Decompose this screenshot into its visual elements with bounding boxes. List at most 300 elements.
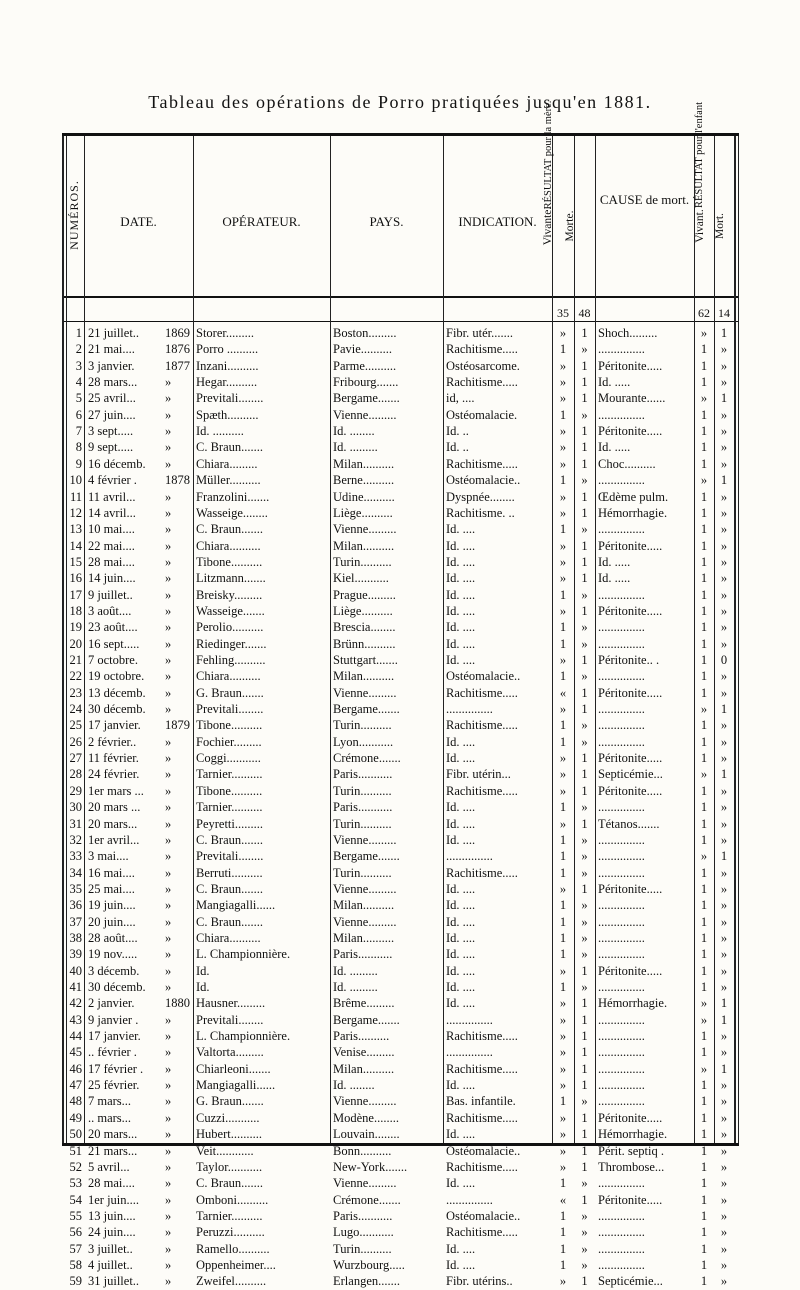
table-row [62,587,739,603]
cell-mere-vivante: 1 [559,1225,567,1240]
cell-mere-vivante: » [559,702,567,717]
cell-indication: Id. .... [446,554,476,569]
cell-operateur: Fochier......... [196,734,262,749]
cell-enfant-vivant: 1 [700,980,708,994]
cell-num: 39 [69,947,82,962]
cell-cause: Péritonite.. . [598,653,660,667]
cell-pays: Venise......... [333,1045,395,1060]
cell-date: 10 mai.... [88,522,135,537]
cell-date: 5 avril... [88,1159,130,1174]
cell-year: » [165,407,172,422]
cell-cause: Hémorrhagie. [598,996,668,1011]
cell-year: » [165,832,172,847]
cell-num: 35 [69,881,82,896]
cell-date: 19 juin.... [88,898,136,913]
cell-operateur: Tarnier.......... [196,767,263,782]
cell-enfant-mort: » [720,930,728,945]
cell-cause: Id. ..... [598,440,631,455]
cell-enfant-mort: » [720,800,728,815]
cell-cause: ............... [598,620,645,635]
cell-date: 25 avril... [88,391,136,406]
cell-indication: Id. .... [446,522,476,537]
cell-cause: ............... [598,669,645,684]
table-row [62,685,739,701]
cell-enfant-mort: 0 [720,653,728,667]
cell-operateur: Breisky......... [196,587,263,602]
cell-mere-morte: 1 [581,1143,588,1158]
table-row [62,456,739,472]
cell-num: 13 [69,522,82,537]
cell-pays: Turin.......... [333,816,392,831]
cell-indication: Id. .... [446,898,476,913]
cell-indication: Rachitisme..... [446,718,518,733]
cell-num: 23 [69,685,82,700]
cell-indication: Ostéomalacie.. [446,473,521,488]
cell-pays: Vienne......... [333,832,397,847]
cell-mere-morte: 1 [581,1078,588,1093]
cell-num: 12 [69,505,82,520]
cell-enfant-mort: » [720,734,728,749]
cell-indication: Ostéomalacie.. [446,669,521,684]
cell-mere-morte: » [581,865,588,880]
total-morte: 48 [578,306,591,320]
table-row [62,439,739,455]
cell-pays: Bergame....... [333,702,400,717]
cell-indication: Id. .... [446,881,476,896]
cell-year: 1876 [165,342,190,357]
cell-enfant-mort: » [720,980,728,994]
cell-year: » [165,538,172,553]
cell-indication: Rachitisme..... [446,685,518,700]
cell-mere-vivante: » [559,881,567,896]
header-operateur: OPÉRATEUR. [222,214,301,229]
cell-enfant-vivant: » [700,391,708,406]
cell-enfant-vivant: 1 [700,505,708,520]
table-row [62,1143,739,1159]
cell-pays: Vienne......... [333,1176,397,1191]
table-row [62,1241,739,1257]
cell-date: 24 juin.... [88,1225,136,1240]
cell-mere-morte: 1 [581,881,588,896]
cell-indication: Ostéomalacie. [446,407,518,422]
cell-operateur: Peruzzi.......... [196,1225,265,1240]
cell-mere-morte: 1 [581,538,588,553]
table-row [62,897,739,913]
cell-indication: Fibr. utér....... [446,326,514,340]
cell-pays: Paris........... [333,767,393,782]
cell-date: 27 juin.... [88,407,136,422]
cell-operateur: Mangiagalli...... [196,1078,276,1093]
cell-mere-vivante: 1 [559,734,567,749]
cell-year: » [165,1192,172,1207]
cell-date: 17 février . [88,1061,144,1076]
cell-mere-morte: 1 [581,440,588,455]
cell-enfant-mort: » [720,1274,728,1289]
cell-mere-vivante: » [559,1029,567,1044]
cell-enfant-vivant: » [700,1061,708,1076]
cell-enfant-vivant: 1 [700,636,708,651]
cell-cause: Shoch......... [598,326,658,340]
cell-operateur: Spæth.......... [196,407,259,422]
cell-pays: Vienne......... [333,685,397,700]
cell-year: » [165,505,172,520]
cell-year: » [165,914,172,929]
header-resultat-mere: RÉSULTAT pour la mère. [543,100,554,210]
total-vivante: 35 [557,306,569,320]
cell-enfant-mort: » [720,424,728,439]
cell-num: 50 [69,1127,82,1142]
cell-pays: Lugo........... [333,1225,394,1240]
cell-operateur: Wasseige........ [196,505,268,520]
cell-date: 1er juin.... [88,1192,140,1207]
cell-year: » [165,881,172,896]
cell-date: 23 août.... [88,620,138,635]
cell-year: » [165,1029,172,1044]
cell-enfant-vivant: » [700,473,708,488]
cell-operateur: C. Braun....... [196,914,264,929]
cell-num: 11 [69,489,82,504]
cell-date: 13 juin.... [88,1208,136,1223]
table-row [62,963,739,979]
table-row [62,750,739,766]
cell-indication: Id. .... [446,1257,476,1272]
cell-cause: ............... [598,636,645,651]
cell-operateur: Berruti.......... [196,865,263,880]
cell-mere-morte: 1 [581,1061,588,1076]
cell-enfant-vivant: » [700,767,708,782]
cell-cause: Péritonite..... [598,603,663,618]
cell-enfant-mort: » [720,816,728,831]
cell-enfant-vivant: 1 [700,587,708,602]
cell-mere-morte: » [581,587,588,602]
table-row [62,946,739,962]
cell-pays: Id. ........ [333,1078,375,1093]
cell-operateur: G. Braun....... [196,685,264,700]
table-row [62,995,739,1011]
cell-cause: ............... [598,522,645,537]
cell-cause: ............... [598,342,645,357]
cell-indication: Bas. infantile. [446,1094,516,1109]
cell-pays: Louvain........ [333,1127,400,1142]
cell-pays: Crémone....... [333,751,401,766]
cell-year: » [165,1143,172,1158]
cell-mere-morte: 1 [581,1045,588,1060]
cell-indication: Rachitisme..... [446,1061,518,1076]
cell-mere-morte: 1 [581,603,588,618]
cell-mere-vivante: » [559,653,567,667]
cell-mere-vivante: 1 [559,407,567,422]
cell-cause: ............... [598,1094,645,1109]
cell-mere-morte: » [581,930,588,945]
cell-enfant-vivant: » [700,849,708,864]
cell-date: 16 décemb. [88,456,146,471]
table-row [62,1192,739,1208]
cell-year: » [165,1078,172,1093]
cell-cause: Péritonite..... [598,358,663,373]
cell-indication: Id. .... [446,980,476,994]
cell-mere-vivante: 1 [559,832,567,847]
cell-cause: ............... [598,1241,645,1256]
table-row [62,374,739,390]
cell-num: 55 [69,1208,82,1223]
cell-date: 1er mars ... [88,783,144,798]
cell-enfant-vivant: 1 [700,947,708,962]
cell-indication: Id. .... [446,1127,476,1142]
cell-operateur: Fehling.......... [196,653,266,667]
cell-mere-vivante: 1 [559,865,567,880]
cell-enfant-vivant: 1 [700,1045,708,1060]
cell-operateur: Peyretti......... [196,816,264,831]
table-row [62,865,739,881]
table-row [62,325,739,341]
cell-operateur: G. Braun....... [196,1094,264,1109]
cell-mere-morte: 1 [581,1192,588,1207]
cell-cause: Choc.......... [598,456,656,471]
cell-mere-morte: 1 [581,358,588,373]
cell-enfant-vivant: 1 [700,898,708,913]
cell-mere-vivante: » [559,1012,567,1027]
cell-num: 36 [69,898,82,913]
cell-pays: Vienne......... [333,881,397,896]
cell-enfant-vivant: 1 [700,930,708,945]
cell-enfant-mort: » [720,505,728,520]
table-row [62,538,739,554]
cell-enfant-mort: » [720,1176,728,1191]
cell-date: 20 mars... [88,1127,138,1142]
cell-mere-morte: » [581,800,588,815]
table-row [62,407,739,423]
cell-cause: ............... [598,849,645,864]
cell-pays: Fribourg....... [333,375,399,390]
cell-enfant-mort: » [720,832,728,847]
cell-pays: Bergame....... [333,391,400,406]
header-resultat-enfant-mort: Mort. [714,213,726,239]
cell-mere-vivante: « [559,685,567,700]
header-resultat-enfant-vivant: Vivant. [694,209,706,243]
table-row [62,717,739,733]
cell-cause: Péritonite..... [598,783,663,798]
cell-date: 16 mai.... [88,865,135,880]
cell-cause: Mourante...... [598,391,666,406]
cell-enfant-mort: » [720,1143,728,1158]
cell-cause: Id. ..... [598,554,631,569]
cell-enfant-mort: » [720,914,728,929]
cell-pays: Prague......... [333,587,396,602]
cell-indication: Id. .... [446,1241,476,1256]
cell-operateur: Perolio.......... [196,620,264,635]
cell-mere-morte: » [581,718,588,733]
cell-enfant-mort: » [720,571,728,586]
cell-enfant-mort: » [720,1225,728,1240]
cell-num: 45 [69,1045,82,1060]
cell-cause: ............... [598,1257,645,1272]
cell-mere-vivante: 1 [559,1257,567,1272]
cell-mere-vivante: 1 [559,930,567,945]
cell-year: 1880 [165,996,190,1011]
cell-mere-morte: 1 [581,996,588,1011]
cell-mere-morte: » [581,522,588,537]
cell-num: 1 [75,326,82,340]
cell-operateur: Hausner......... [196,996,266,1011]
cell-num: 41 [69,980,82,994]
cell-operateur: L. Championnière. [196,947,291,962]
cell-year: 1878 [165,473,190,488]
cell-date: 28 mai.... [88,1176,135,1191]
cell-year: » [165,1208,172,1223]
cell-year: » [165,669,172,684]
cell-year: 1877 [165,358,190,373]
cell-enfant-mort: » [720,1257,728,1272]
cell-enfant-mort: » [720,522,728,537]
cell-enfant-vivant: » [700,996,708,1011]
cell-date: 30 décemb. [88,980,146,994]
cell-mere-vivante: 1 [559,980,567,994]
cell-enfant-vivant: 1 [700,800,708,815]
cell-mere-morte: » [581,734,588,749]
cell-mere-vivante: 1 [559,1094,567,1109]
cell-indication: Ostéomalacie.. [446,1208,521,1223]
cell-mere-morte: 1 [581,326,588,340]
cell-cause: ............... [598,930,645,945]
cell-mere-morte: 1 [581,375,588,390]
cell-indication: ............... [446,849,493,864]
cell-indication: Id. .... [446,620,476,635]
cell-indication: Fibr. utérins.. [446,1274,513,1289]
cell-operateur: Previtali........ [196,849,264,864]
cell-date: 11 avril... [88,489,136,504]
cell-mere-morte: » [581,1257,588,1272]
cell-pays: Bergame....... [333,849,400,864]
cell-mere-vivante: » [559,1110,567,1125]
cell-operateur: Porro .......... [196,342,259,357]
total-vivant: 62 [698,306,710,320]
table-row [62,636,739,652]
cell-operateur: Ramello.......... [196,1241,270,1256]
cell-indication: Id. .... [446,947,476,962]
cell-enfant-mort: » [720,1159,728,1174]
cell-cause: Péritonite..... [598,685,663,700]
cell-indication: Id. .... [446,636,476,651]
page-title: Tableau des opérations de Porro pratiquées jusqu'en 1881. [148,92,652,112]
cell-year: » [165,424,172,439]
cell-year: » [165,1045,172,1060]
cell-date: 25 mai.... [88,881,135,896]
cell-year: » [165,554,172,569]
table-row [62,1077,739,1093]
cell-num: 7 [75,424,82,439]
cell-cause: ............... [598,800,645,815]
cell-date: 20 mars ... [88,800,141,815]
cell-num: 44 [69,1029,82,1044]
cell-num: 5 [75,391,82,406]
cell-date: 20 mars... [88,816,138,831]
cell-year: » [165,456,172,471]
cell-enfant-vivant: 1 [700,440,708,455]
cell-pays: New-York....... [333,1159,408,1174]
cell-mere-morte: » [581,1208,588,1223]
cell-date: 19 octobre. [88,669,145,684]
cell-mere-vivante: 1 [559,522,567,537]
cell-enfant-vivant: 1 [700,865,708,880]
cell-cause: ............... [598,702,645,717]
cell-num: 52 [69,1159,82,1174]
cell-enfant-vivant: 1 [700,571,708,586]
cell-enfant-vivant: 1 [700,669,708,684]
cell-mere-morte: 1 [581,1274,588,1289]
cell-mere-vivante: » [559,505,567,520]
table-row [62,848,739,864]
cell-enfant-mort: » [720,554,728,569]
cell-year: » [165,783,172,798]
cell-mere-morte: 1 [581,424,588,439]
cell-mere-vivante: » [559,996,567,1011]
cell-num: 33 [69,849,82,864]
cell-cause: ............... [598,914,645,929]
cell-date: .. mars... [88,1110,132,1125]
cell-num: 34 [69,865,82,880]
cell-enfant-mort: » [720,718,728,733]
cell-date: 3 janvier. [88,358,135,373]
cell-enfant-vivant: 1 [700,424,708,439]
table-row [62,1273,739,1289]
cell-year: » [165,734,172,749]
cell-enfant-vivant: 1 [700,1257,708,1272]
table-row [62,603,739,619]
cell-enfant-mort: » [720,1241,728,1256]
cell-indication: Id. .... [446,1078,476,1093]
cell-mere-morte: 1 [581,1110,588,1125]
cell-mere-vivante: « [559,1192,567,1207]
cell-mere-morte: 1 [581,456,588,471]
cell-year: » [165,947,172,962]
cell-mere-morte: 1 [581,505,588,520]
cell-cause: Périt. septiq . [598,1143,664,1158]
cell-mere-morte: » [581,898,588,913]
cell-mere-vivante: 1 [559,473,567,488]
cell-num: 38 [69,930,82,945]
cell-enfant-mort: » [720,440,728,455]
cell-enfant-mort: » [720,342,728,357]
cell-date: 21 mars... [88,1143,138,1158]
cell-year: » [165,980,172,994]
cell-num: 58 [69,1257,82,1272]
cell-pays: Paris........... [333,947,393,962]
cell-num: 10 [69,473,82,488]
table-row [62,701,739,717]
cell-cause: ............... [598,1012,645,1027]
cell-mere-vivante: » [559,1127,567,1142]
cell-date: 28 mai.... [88,554,135,569]
cell-pays: Boston......... [333,326,397,340]
cell-cause: ............... [598,865,645,880]
cell-mere-vivante: 1 [559,914,567,929]
cell-mere-vivante: » [559,424,567,439]
cell-num: 40 [69,963,82,978]
table-row [62,341,739,357]
table-row [62,668,739,684]
cell-enfant-mort: » [720,865,728,880]
cell-year: » [165,571,172,586]
cell-enfant-mort: » [720,1045,728,1060]
cell-operateur: Previtali........ [196,391,264,406]
table-row [62,799,739,815]
cell-pays: Milan.......... [333,456,395,471]
cell-pays: Turin.......... [333,718,392,733]
table-row [62,1175,739,1191]
cell-date: 17 janvier. [88,1029,141,1044]
cell-mere-vivante: 1 [559,898,567,913]
cell-operateur: Litzmann....... [196,571,266,586]
